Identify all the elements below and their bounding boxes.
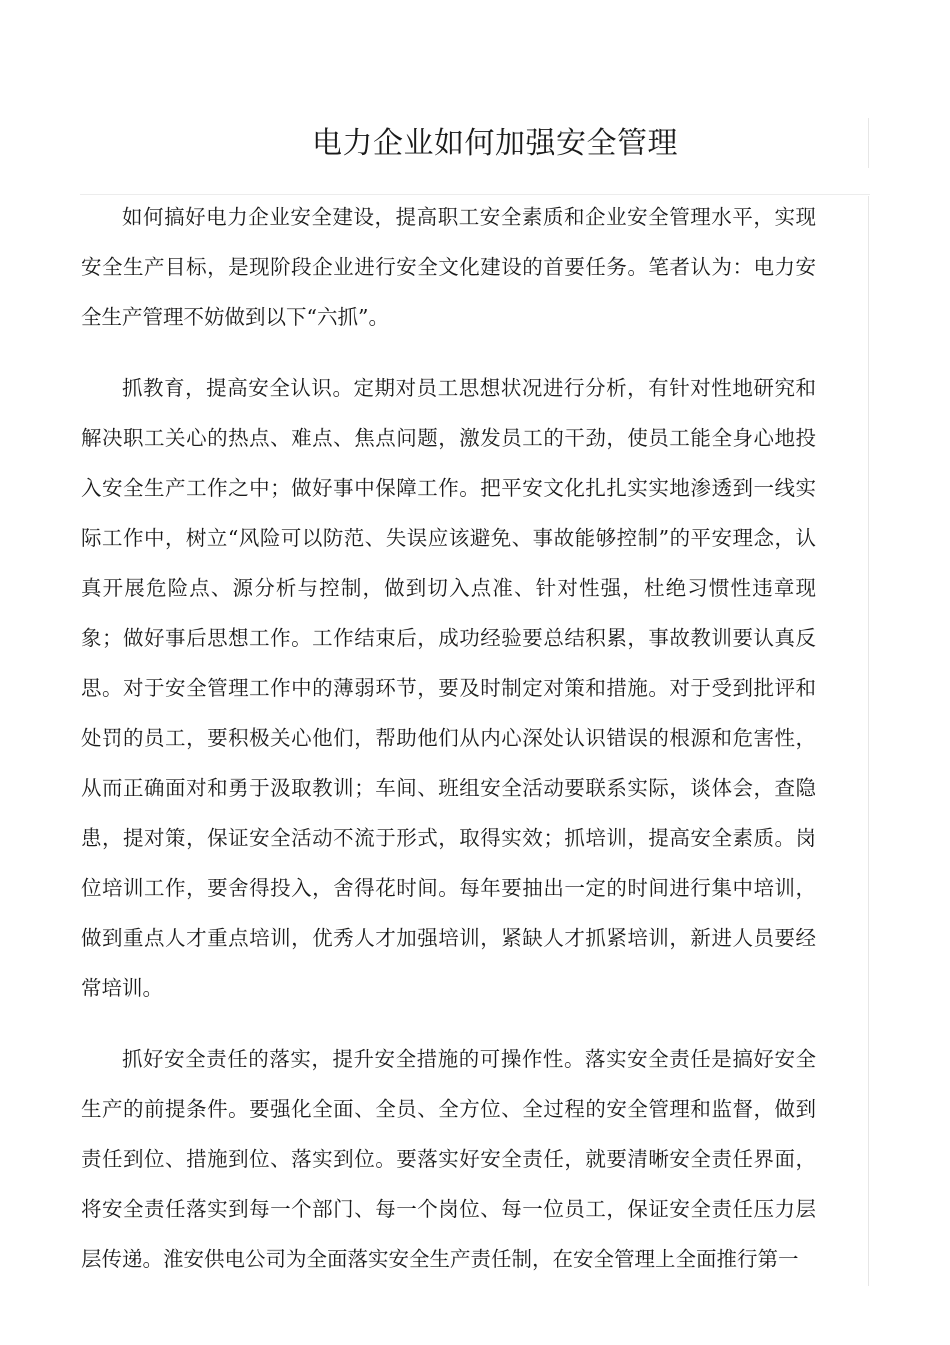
page-edge-line [868, 196, 869, 1286]
paragraph-education: 抓教育，提高安全认识。定期对员工思想状况进行分析，有针对性地研究和解决职工关心的热点、难点、焦点问题，激发员工的干劲，使员工能全身心地投入安全生产工作之中；做好事中保障工作。把平安文化扎扎实实地渗透到一线实际工作中，树立“风险可以防范、失误应该避免、事故能够控制”的平安理念，认真开展危险点、源分析与控制，做到切入点准、针对性强，杜绝习惯性违章现象；做好事后思想工作。工作结束后，成功经验要总结积累，事故教训要认真反思。对于安全管理工作中的薄弱环节，要及时制定对策和措施。对于受到批评和处罚的员工，要积极关心他们，帮助他们从内心深处认识错误的根源和危害性，从而正确面对和勇于汲取教训；车间、班组安全活动要联系实际，谈体会，查隐患，提对策，保证安全活动不流于形式，取得实效；抓培训，提高安全素质。岗位培训工作，要舍得投入，舍得花时间。每年要抽出一定的时间进行集中培训，做到重点人才重点培训，优秀人才加强培训，紧缺人才抓紧培训，新进人员要经常培训。 [81, 376, 816, 1000]
paragraph-intro: 如何搞好电力企业安全建设，提高职工安全素质和企业安全管理水平，实现安全生产目标，是现阶段企业进行安全文化建设的首要任务。笔者认为：电力安全生产管理不妨做到以下“六抓”。 [81, 205, 816, 329]
document-body [81, 192, 816, 1305]
document-title: 电力企业如何加强安全管理 [312, 126, 678, 161]
paragraph-responsibility: 抓好安全责任的落实，提升安全措施的可操作性。落实安全责任是搞好安全生产的前提条件。要强化全面、全员、全方位、全过程的安全管理和监督，做到责任到位、措施到位、落实到位。要落实好安全责任，就要清晰安全责任界面，将安全责任落实到每一个部门、每一个岗位、每一位员工，保证安全责任压力层层传递。淮安供电公司为全面落实安全生产责任制，在安全管理上全面推行第一 [81, 1047, 816, 1271]
page-edge-line [868, 118, 869, 168]
